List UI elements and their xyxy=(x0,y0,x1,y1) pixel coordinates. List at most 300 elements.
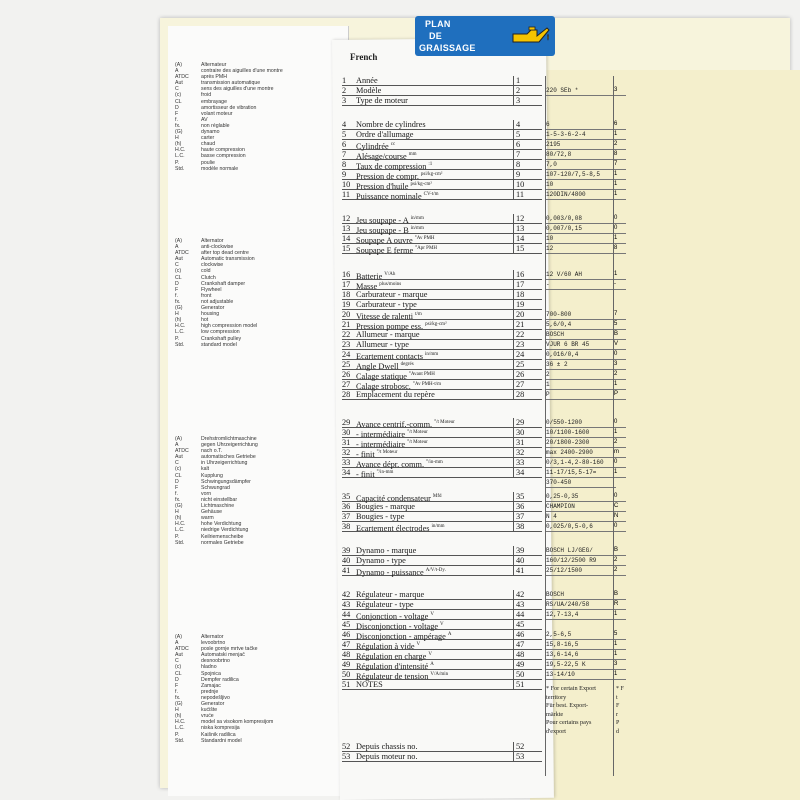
value-cell: max 2400-2900 xyxy=(546,448,616,458)
glossary-abbr: CL xyxy=(175,472,182,479)
row-number: 17 xyxy=(342,280,351,289)
value-cell: V xyxy=(614,340,626,350)
glossary-desc: niedrige Verdichtung xyxy=(201,527,249,534)
language-label: French xyxy=(350,52,378,62)
glossary-desc: Schwungrad xyxy=(201,484,230,491)
row-number-right: 50 xyxy=(513,670,530,679)
row-number: 40 xyxy=(342,556,351,565)
value-cell: N xyxy=(614,512,626,522)
row-number-right: 13 xyxy=(513,224,530,233)
row-number-right: 17 xyxy=(513,280,530,289)
glossary-abbr: ATDC xyxy=(175,250,189,257)
row-number: 31 xyxy=(342,438,351,447)
row-number: 12 xyxy=(342,214,351,223)
row-number: 49 xyxy=(342,660,351,669)
value-cell: 13-14/10 xyxy=(546,670,616,680)
spec-row xyxy=(342,650,542,660)
glossary-abbr: (h) xyxy=(175,317,182,324)
value-cell: P xyxy=(614,390,626,400)
note-line: Für best. Export- xyxy=(546,702,589,710)
row-label xyxy=(356,546,416,555)
glossary-abbr: f. xyxy=(175,688,178,695)
value-cell: 0 xyxy=(614,458,626,468)
row-label-text: Allumeur - marque xyxy=(356,330,420,339)
row-label xyxy=(356,512,404,521)
value-cell: 2 xyxy=(614,556,626,566)
value-cell: C xyxy=(614,502,626,512)
value-cell: 3 xyxy=(614,360,626,370)
row-unit: :1 xyxy=(428,162,433,167)
glossary-german xyxy=(175,436,258,546)
row-label-text: Calage statique xyxy=(356,371,407,381)
row-label-text: Dynamo - marque xyxy=(356,546,417,555)
glossary-abbr: Aut xyxy=(175,652,183,659)
glossary-row xyxy=(175,540,258,546)
badge-line-2: DE xyxy=(429,31,443,41)
spec-row xyxy=(342,566,542,576)
row-label-text: - intermédiaire xyxy=(356,429,406,439)
glossary-desc: haute compression xyxy=(201,147,245,154)
value-cell: 12 V/60 AH xyxy=(546,270,616,280)
spec-row xyxy=(342,76,542,86)
row-number-right: 19 xyxy=(513,300,530,309)
row-number-right: 48 xyxy=(513,650,530,659)
glossary-abbr: (c) xyxy=(175,92,182,99)
row-label xyxy=(356,566,446,577)
spec-row xyxy=(342,170,542,180)
glossary-desc: Kupplung xyxy=(201,472,223,479)
row-number-right: 10 xyxy=(513,180,530,189)
spec-row xyxy=(342,512,542,522)
glossary-desc: Zamajac xyxy=(201,682,221,689)
value-cell: 25/12/1500 xyxy=(546,566,616,576)
glossary-desc: Clutch xyxy=(201,274,216,281)
row-label-text: Soupape E ferme xyxy=(356,245,414,255)
glossary-abbr: (G) xyxy=(175,305,183,312)
spec-row xyxy=(342,350,542,360)
row-number: 50 xyxy=(342,670,351,679)
glossary-desc: froid xyxy=(201,92,212,99)
value-cell: CHAMPION xyxy=(546,502,616,512)
value-cell: 80/72,8 xyxy=(546,150,616,160)
value-cell: 1 xyxy=(614,234,626,244)
glossary-abbr: (c) xyxy=(175,268,182,275)
row-number-right: 16 xyxy=(513,270,530,279)
glossary-desc: Alternateur xyxy=(201,62,227,68)
spec-row xyxy=(342,600,542,610)
glossary-abbr: C xyxy=(175,86,179,93)
glossary-abbr: C xyxy=(175,658,179,665)
row-number-right: 43 xyxy=(513,600,530,609)
glossary-desc: dynamo xyxy=(201,129,220,136)
row-label-text: Allumeur - type xyxy=(356,340,409,349)
glossary-abbr: (A) xyxy=(175,634,182,640)
row-label-text: Régulation en charge xyxy=(356,651,427,661)
row-label xyxy=(356,390,435,399)
spec-row xyxy=(342,244,542,254)
row-number: 48 xyxy=(342,650,351,659)
row-label-text: Pression de compr. xyxy=(356,171,419,181)
note-line: * F xyxy=(616,686,624,692)
glossary-abbr: Std. xyxy=(175,165,185,172)
row-number: 10 xyxy=(342,180,351,189)
value-cell: 0 xyxy=(614,492,626,502)
row-unit: in/mm xyxy=(410,226,424,231)
value-cell: 8 xyxy=(614,244,626,254)
glossary-abbr: Aut xyxy=(175,80,183,87)
row-label-text: Disconjonction - ampérage xyxy=(356,631,446,641)
glossary-desc: Automatski menjač xyxy=(201,652,245,659)
row-label-text: Jeu soupape - A xyxy=(356,215,409,225)
value-cell: 2 xyxy=(614,438,626,448)
row-number-right: 12 xyxy=(513,214,530,223)
row-number-right: 35 xyxy=(513,492,530,501)
glossary-desc: Flywheel xyxy=(201,286,222,293)
value-cell: 10/1100-1600 xyxy=(546,428,616,438)
row-label-text: Ecartement électrodes xyxy=(356,523,430,533)
spec-row xyxy=(342,448,542,458)
row-number: 44 xyxy=(342,610,351,619)
glossary-abbr: fx. xyxy=(175,694,181,701)
spec-row xyxy=(342,522,542,532)
value-cell: 2 xyxy=(614,140,626,150)
spec-row xyxy=(342,320,542,330)
row-number: 27 xyxy=(342,380,351,389)
value-cell: 370-450 xyxy=(546,478,616,488)
row-unit: °Avant PMH xyxy=(408,372,435,377)
glossary-desc: hot xyxy=(201,317,209,324)
row-number: 2 xyxy=(342,86,347,95)
row-number: 5 xyxy=(342,130,347,139)
row-label-text: Alésage/course xyxy=(356,151,407,161)
row-number-right: 23 xyxy=(513,340,530,349)
oil-can-icon xyxy=(507,22,551,52)
value-cell: P xyxy=(546,390,616,400)
row-number: 11 xyxy=(342,190,350,199)
row-number-right: 37 xyxy=(513,512,530,521)
glossary-desc: Spojnica xyxy=(201,670,221,677)
row-label-text: Bougies - marque xyxy=(356,502,415,511)
value-cell: 6 xyxy=(546,120,616,130)
row-label-text: Carburateur - type xyxy=(356,300,417,309)
spec-row xyxy=(342,428,542,438)
glossary-desc: après PMH xyxy=(201,74,227,81)
spec-row xyxy=(342,360,542,370)
glossary-abbr: A xyxy=(175,244,179,251)
glossary-desc: sens des aiguilles d'une montre xyxy=(201,86,274,93)
glossary-desc: Keilriemenscheibe xyxy=(201,533,244,540)
value-cell: 20/1800-2300 xyxy=(546,438,616,448)
row-number-right: 30 xyxy=(513,428,530,437)
value-cell: 120DIN/4800 xyxy=(546,190,616,200)
row-unit: Mfd xyxy=(432,494,442,499)
spec-row xyxy=(342,180,542,190)
spec-row xyxy=(342,214,542,224)
row-unit: in/mm xyxy=(410,216,424,221)
row-label-text: Puissance nominale xyxy=(356,191,422,201)
glossary-desc: AV xyxy=(201,116,208,123)
glossary-desc: amortisseur de vibration xyxy=(201,104,257,111)
glossary-desc: poulie xyxy=(201,159,215,166)
row-label xyxy=(356,600,414,609)
row-unit: A xyxy=(430,662,434,667)
value-cell: 36 ± 2 xyxy=(546,360,616,370)
row-number: 14 xyxy=(342,234,351,243)
row-label-text: Jeu soupape - B xyxy=(356,225,409,235)
value-cell: 12,7-13,4 xyxy=(546,610,616,620)
row-number: 36 xyxy=(342,502,351,511)
row-unit: cc xyxy=(390,142,396,147)
spec-row xyxy=(342,310,542,320)
glossary-desc: carter xyxy=(201,135,215,142)
value-cell: 1-5-3-6-2-4 xyxy=(546,130,616,140)
row-unit: V xyxy=(430,612,434,617)
row-number-right: 20 xyxy=(513,310,530,319)
row-number-right: 39 xyxy=(513,546,530,555)
glossary-abbr: fx. xyxy=(175,122,181,129)
glossary-abbr: P. xyxy=(175,335,180,342)
value-cell: 1 xyxy=(614,270,626,280)
row-label-text: Emplacement du repère xyxy=(356,390,435,399)
value-cell: 1 xyxy=(614,170,626,180)
spec-row xyxy=(342,610,542,620)
row-number: 6 xyxy=(342,140,347,149)
value-cell: 5 xyxy=(614,630,626,640)
value-cell: m xyxy=(614,448,626,458)
value-cell: N 4 xyxy=(546,512,616,522)
glossary-abbr: f. xyxy=(175,490,178,497)
notes-column-1 xyxy=(546,685,596,737)
value-cell: R xyxy=(614,600,626,610)
row-label-text: Bougies - type xyxy=(356,512,405,521)
row-label xyxy=(356,96,408,105)
value-cell: 0,25-0,35 xyxy=(546,492,616,502)
glossary-abbr: C xyxy=(175,460,179,467)
value-cell: 107-120/7,5-8,5 xyxy=(546,170,616,180)
value-cell: RS/UA/240/58 xyxy=(546,600,616,610)
glossary-desc: Crankshaft damper xyxy=(201,280,246,287)
row-number: 46 xyxy=(342,630,351,639)
note-line: P xyxy=(616,720,620,727)
value-cell: 1 xyxy=(614,670,626,680)
row-label xyxy=(356,680,383,689)
row-unit: psi/kg-cm² xyxy=(410,182,432,187)
row-number-right: 4 xyxy=(513,120,530,129)
glossary-desc: kalt xyxy=(201,466,210,473)
row-label-text: Cylindrée xyxy=(356,141,389,151)
row-label-text: Avance dépr. comm. xyxy=(356,459,425,469)
value-cell: 1 xyxy=(614,610,626,620)
row-unit: in/mm xyxy=(425,352,439,357)
glossary-abbr: H xyxy=(175,509,179,516)
row-number: 41 xyxy=(342,566,351,575)
glossary-desc: Lichtmaschine xyxy=(201,503,235,510)
row-number: 39 xyxy=(342,546,351,555)
row-unit: A/V/t-Dy. xyxy=(425,568,446,573)
glossary-desc: nepodešljivo xyxy=(201,694,230,701)
glossary-desc: normales Getriebe xyxy=(201,539,244,546)
note-line: märkte xyxy=(546,710,564,718)
spec-row xyxy=(342,380,542,390)
spec-row xyxy=(342,160,542,170)
row-label xyxy=(356,556,406,565)
glossary-desc: levoobrtno xyxy=(201,640,226,647)
glossary-abbr: (h) xyxy=(175,141,182,148)
glossary-abbr: L.C. xyxy=(175,527,185,534)
value-cell: 1 xyxy=(614,130,626,140)
spec-row xyxy=(342,502,542,512)
row-number: 29 xyxy=(342,418,351,427)
glossary-desc: hohe Verdichtung xyxy=(201,521,242,528)
glossary-abbr: f. xyxy=(175,116,178,123)
row-number-right: 5 xyxy=(513,130,530,139)
glossary-abbr: H.C. xyxy=(175,323,186,330)
glossary-abbr: F xyxy=(175,484,179,491)
row-number: 7 xyxy=(342,150,347,159)
note-line: d xyxy=(616,728,619,735)
glossary-desc: Standardni model xyxy=(201,737,242,744)
glossary-abbr: L.C. xyxy=(175,329,185,336)
row-number-right: 8 xyxy=(513,160,530,169)
row-label xyxy=(356,290,427,299)
row-number: 9 xyxy=(342,170,347,179)
row-label-text: Ordre d'allumage xyxy=(356,130,414,139)
glossary-abbr: CL xyxy=(175,98,182,105)
row-label xyxy=(356,752,418,761)
row-label-text: Régulateur - type xyxy=(356,600,414,609)
row-number-right: 40 xyxy=(513,556,530,565)
row-number-right: 47 xyxy=(513,640,530,649)
glossary-abbr: A xyxy=(175,68,179,75)
glossary-abbr: A xyxy=(175,640,179,647)
glossary-abbr: Aut xyxy=(175,454,183,461)
glossary-desc: Alternator xyxy=(201,238,224,244)
glossary-desc: transmission automatique xyxy=(201,80,261,87)
value-cell: BOSCH xyxy=(546,330,616,340)
glossary-desc: not adjustable xyxy=(201,298,234,305)
glossary-abbr: H.C. xyxy=(175,521,186,528)
glossary-desc: Automatic transmission xyxy=(201,256,255,263)
glossary-desc: prednje xyxy=(201,688,219,695)
badge-line-1: PLAN xyxy=(425,19,451,29)
spec-row xyxy=(342,640,542,650)
row-number: 37 xyxy=(342,512,351,521)
row-number: 4 xyxy=(342,120,347,129)
glossary-desc: embrayage xyxy=(201,98,227,105)
value-cell: 0/550-1200 xyxy=(546,418,616,428)
glossary-abbr: (G) xyxy=(175,503,183,510)
value-cell: 3 xyxy=(614,660,626,670)
glossary-abbr: (A) xyxy=(175,238,182,244)
value-cell: VJUR 6 BR 45 xyxy=(546,340,616,350)
row-number-right: 36 xyxy=(513,502,530,511)
value-cell: 3 xyxy=(614,86,626,96)
row-number: 43 xyxy=(342,600,351,609)
glossary-abbr: D xyxy=(175,104,179,111)
glossary-abbr: (G) xyxy=(175,701,183,708)
row-unit: °/t Moteur xyxy=(376,450,398,455)
value-cell: 8 xyxy=(614,150,626,160)
value-cell: 1 xyxy=(614,468,626,478)
row-label-text: Vitesse de ralenti xyxy=(356,311,414,321)
row-unit: degrés xyxy=(400,362,414,367)
value-cell: 0 xyxy=(614,350,626,360)
spec-row xyxy=(342,140,542,150)
row-number: 22 xyxy=(342,330,351,339)
value-cell: B xyxy=(614,330,626,340)
spec-row xyxy=(342,492,542,502)
spec-row xyxy=(342,330,542,340)
spec-row xyxy=(342,290,542,300)
spec-row xyxy=(342,458,542,468)
row-label-text: - finit xyxy=(356,469,375,479)
row-label-text: Disconjonction - voltage xyxy=(356,621,439,631)
value-cell: 0,007/0,15 xyxy=(546,224,616,234)
spec-row xyxy=(342,86,542,96)
glossary-desc: desnoobrtno xyxy=(201,658,230,665)
row-number: 42 xyxy=(342,590,351,599)
row-number-right: 7 xyxy=(513,150,530,159)
glossary-desc: Drehstromlichtmaschine xyxy=(201,436,257,442)
spec-row xyxy=(342,190,542,200)
row-number: 21 xyxy=(342,320,351,329)
glossary-abbr: ATDC xyxy=(175,448,189,455)
row-number: 1 xyxy=(342,76,347,85)
glossary-desc: vruće xyxy=(201,713,214,720)
row-label-text: Pression d'huile xyxy=(356,181,409,191)
glossary-desc: Generator xyxy=(201,305,225,312)
value-cell: 2195 xyxy=(546,140,616,150)
value-cell: BOSCH xyxy=(546,590,616,600)
value-cell: 1 xyxy=(614,190,626,200)
row-number-right: 53 xyxy=(513,752,530,761)
value-cell: 0,003/0,08 xyxy=(546,214,616,224)
value-cell: 12 xyxy=(546,244,616,254)
value-cell: 19,5-22,5 K xyxy=(546,660,616,670)
row-number-right: 41 xyxy=(513,566,530,575)
row-label-text: Dynamo - type xyxy=(356,556,406,565)
value-cell: 0 xyxy=(614,522,626,532)
row-label-text: Carburateur - marque xyxy=(356,290,428,299)
row-label xyxy=(356,502,415,511)
glossary-abbr: H xyxy=(175,311,179,318)
spec-row xyxy=(342,590,542,600)
row-label-text: Modèle xyxy=(356,86,382,95)
spec-row xyxy=(342,280,542,290)
glossary-desc: clockwise xyxy=(201,262,224,269)
row-number-right: 1 xyxy=(513,76,530,85)
row-number: 25 xyxy=(342,360,351,369)
row-unit: CV-t/m xyxy=(423,192,439,197)
row-label-text: Type de moteur xyxy=(356,96,408,105)
row-number: 45 xyxy=(342,620,351,629)
value-cell: - xyxy=(614,280,626,290)
glossary-abbr: P. xyxy=(175,159,180,166)
glossary-abbr: (A) xyxy=(175,62,182,68)
row-number-right: 24 xyxy=(513,350,530,359)
glossary-row xyxy=(175,166,283,172)
value-cell: 0 xyxy=(614,418,626,428)
row-number: 53 xyxy=(342,752,351,761)
row-unit: in/mm xyxy=(431,524,445,529)
glossary-desc: basse compression xyxy=(201,153,246,160)
value-cell: 11-17/15,5-17= xyxy=(546,468,616,478)
glossary-row xyxy=(175,342,257,348)
value-cell: 15,8-16,5 xyxy=(546,640,616,650)
row-number-right: 32 xyxy=(513,448,530,457)
value-cell: 6 xyxy=(614,120,626,130)
glossary-abbr: (h) xyxy=(175,713,182,720)
